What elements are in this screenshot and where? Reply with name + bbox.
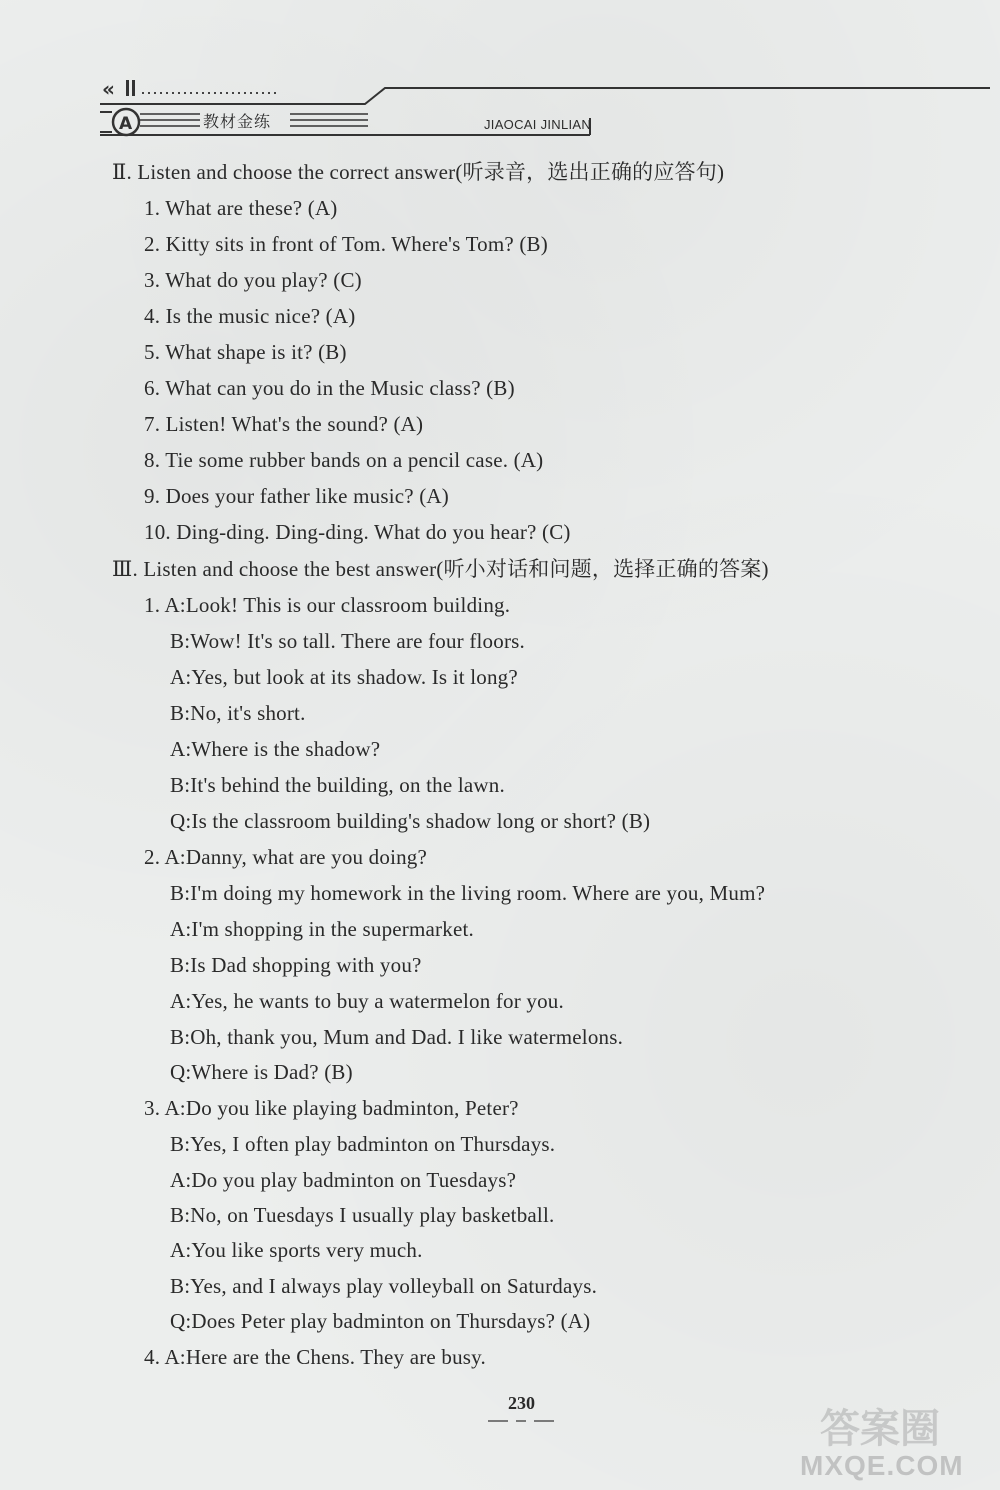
dialogue-line: B:Yes, I often play badminton on Thursdays.	[170, 1132, 556, 1156]
section-2-item: 9. Does your father like music? (A)	[144, 484, 449, 508]
section-2-item: 6. What can you do in the Music class? (B)	[144, 376, 515, 400]
double-chevron-icon: «	[102, 77, 115, 101]
section-2-item: 5. What shape is it? (B)	[144, 340, 347, 364]
page-header	[0, 0, 1000, 150]
dialogue-4-first-line: 4. A:Here are the Chens. They are busy.	[144, 1345, 486, 1369]
section-2-item: 4. Is the music nice? (A)	[144, 304, 356, 328]
dialogue-line: B:Oh, thank you, Mum and Dad. I like watermelons.	[170, 1025, 624, 1049]
section-2-item: 8. Tie some rubber bands on a pencil case. (A)	[144, 448, 544, 472]
watermark-logo: 答案圈	[820, 1406, 940, 1452]
dialogue-2-first-line: 2. A:Danny, what are you doing?	[144, 845, 428, 869]
dialogue-line: B:No, it's short.	[170, 701, 306, 725]
dialogue-line: A:You like sports very much.	[170, 1238, 423, 1262]
dialogue-line: A:Where is the shadow?	[170, 737, 381, 761]
watermark-text: MXQE.COM	[800, 1450, 964, 1481]
section-2-item: 10. Ding-ding. Ding-ding. What do you hear? (C)	[144, 520, 571, 544]
dialogue-line: B:No, on Tuesdays I usually play basketball.	[170, 1203, 555, 1227]
dialogue-line: A:Yes, but look at its shadow. Is it long?	[170, 665, 518, 689]
page-number-ornament	[486, 1416, 556, 1426]
dialogue-line: A:Do you play badminton on Tuesdays?	[170, 1168, 517, 1192]
section-2-item: 2. Kitty sits in front of Tom. Where's Tom? (B)	[144, 232, 548, 256]
section-3-title: Ⅲ. Listen and choose the best answer(听小对话和问题，选择正确的答案)	[112, 557, 769, 581]
section-2-item: 1. What are these? (A)	[144, 196, 338, 220]
dialogue-1-first-line: 1. A:Look! This is our classroom building.	[144, 593, 511, 617]
section-2-item: 3. What do you play? (C)	[144, 268, 362, 292]
dialogue-line: B:I'm doing my homework in the living room. Where are you, Mum?	[170, 881, 766, 905]
dialogue-line: B:Yes, and I always play volleyball on Saturdays.	[170, 1274, 598, 1298]
dialogue-question: Q:Is the classroom building's shadow long or short? (B)	[170, 809, 651, 833]
dialogue-3-first-line: 3. A:Do you like playing badminton, Peter?	[144, 1096, 519, 1120]
dialogue-question: Q:Does Peter play badminton on Thursdays? (A)	[170, 1309, 591, 1333]
dialogue-line: B:Is Dad shopping with you?	[170, 953, 422, 977]
section-2-item: 7. Listen! What's the sound? (A)	[144, 412, 424, 436]
dialogue-line: A:I'm shopping in the supermarket.	[170, 917, 474, 941]
dialogue-line: A:Yes, he wants to buy a watermelon for you.	[170, 989, 564, 1013]
watermark	[800, 1397, 990, 1482]
section-2-title: Ⅱ. Listen and choose the correct answer(听录音，选出正确的应答句)	[112, 160, 725, 184]
page-number: 230	[508, 1393, 535, 1413]
dialogue-line: B:It's behind the building, on the lawn.	[170, 773, 505, 797]
logo-letter: A	[119, 114, 133, 134]
dialogue-question: Q:Where is Dad? (B)	[170, 1060, 353, 1084]
brand-pinyin: JIAOCAI JINLIAN	[484, 117, 592, 132]
dialogue-line: B:Wow! It's so tall. There are four floors.	[170, 629, 525, 653]
brand-title: 教材金练	[203, 112, 272, 131]
